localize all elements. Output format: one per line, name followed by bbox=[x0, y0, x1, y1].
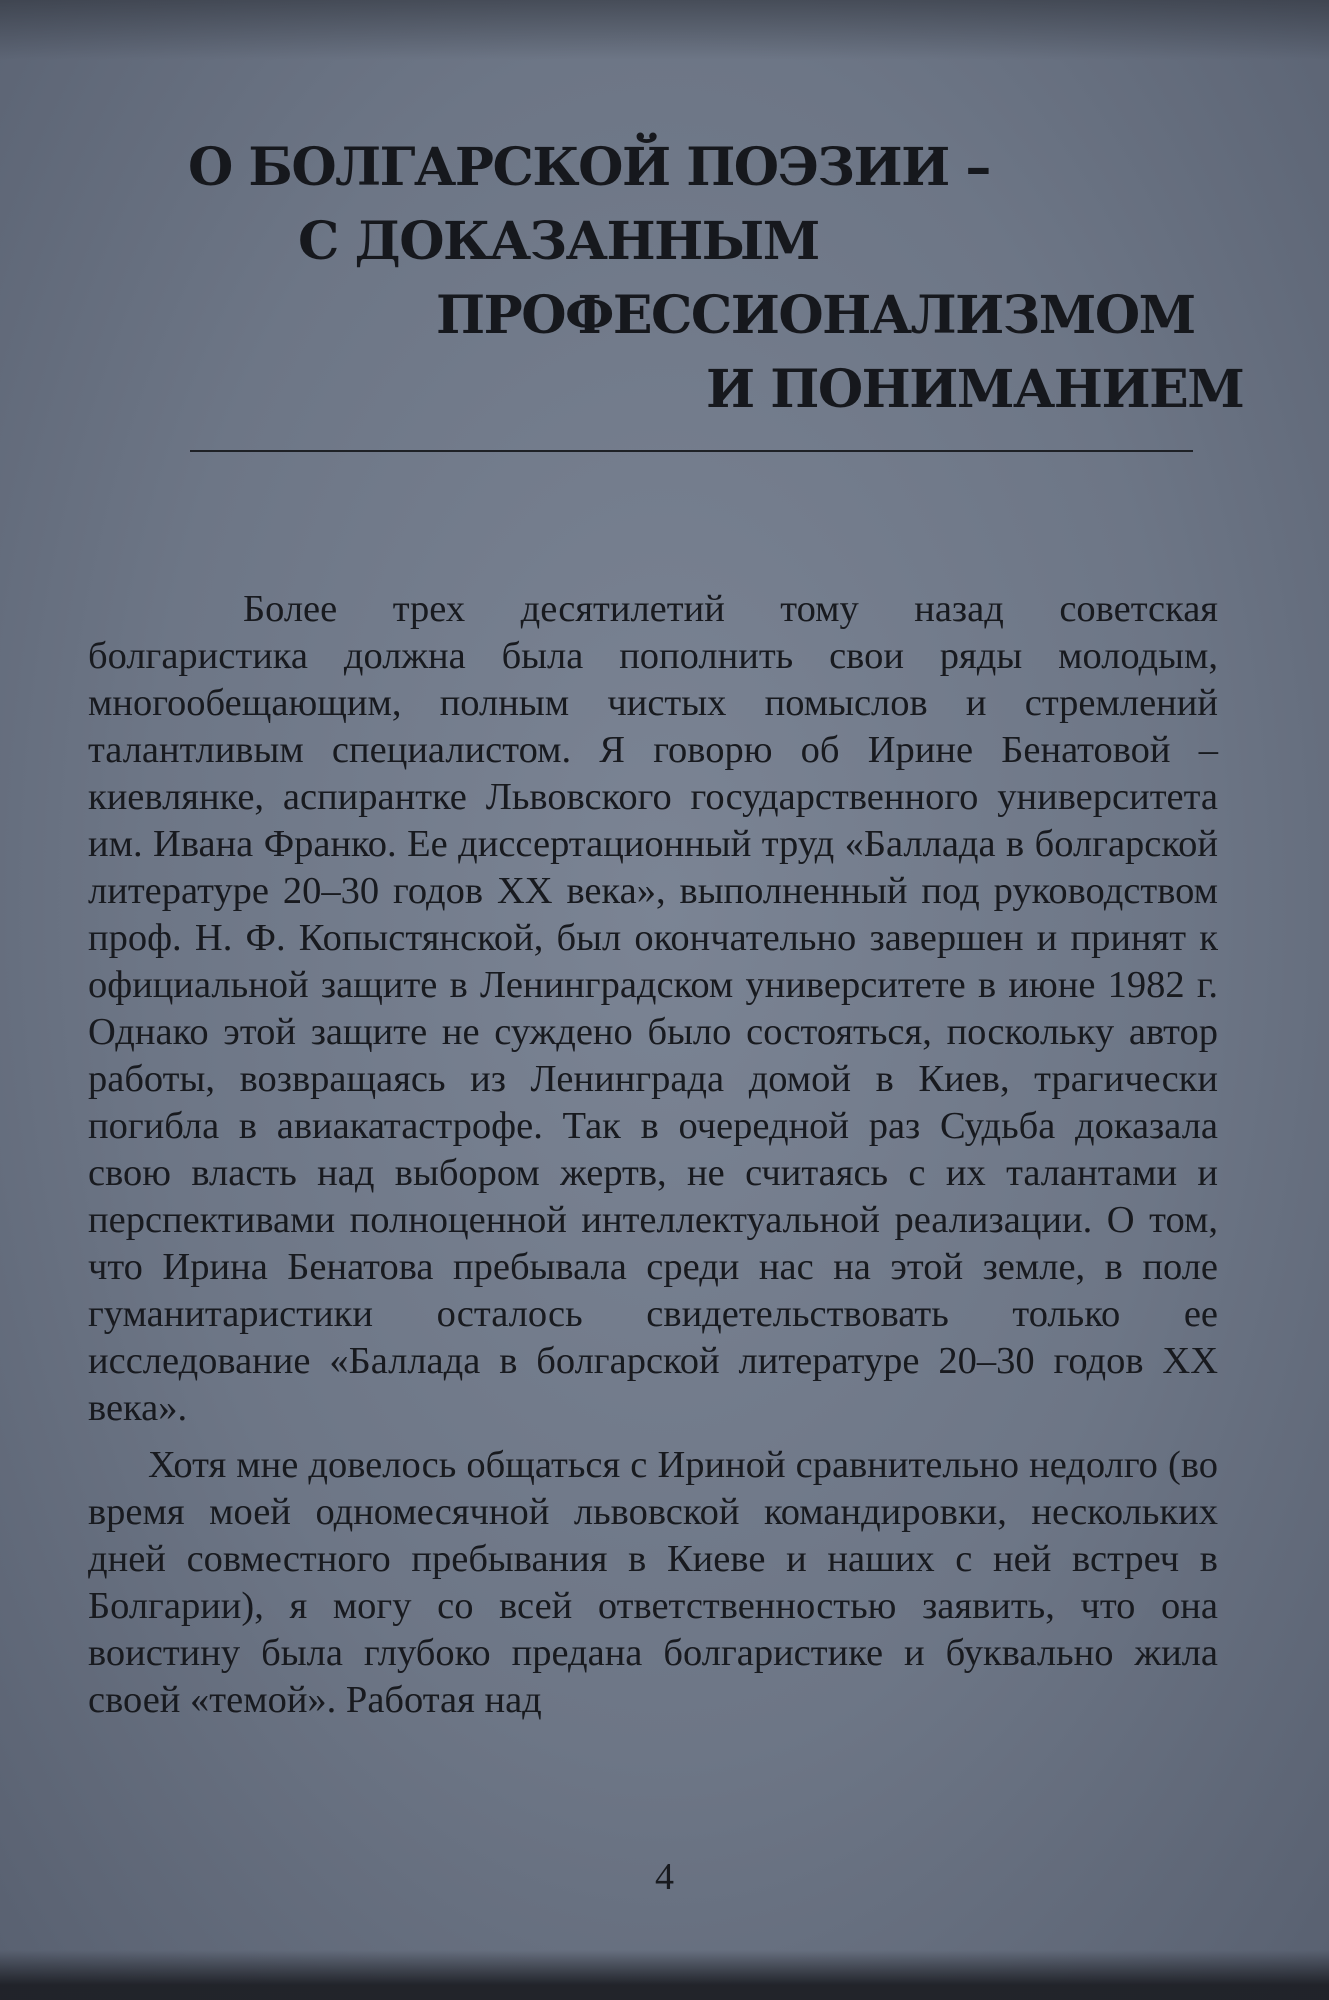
previous-page-bleed bbox=[0, 0, 1329, 60]
page-number: 4 bbox=[655, 1856, 674, 1898]
paragraph-1: Более трех десятилетий тому назад советская болгаристика должна была пополнить свои ряды молодым, многообещающим, полным чистых помыслов и стремлений талантливым специалистом. Я говорю об Ирине Бенатовой – киевлянке, аспирантке Львовского государственного университета им. Ивана Франко. Ее диссертационный труд «Баллада в болгарской литературе 20–30 годов XX века», выполненный под руководством проф. Н. Ф. Копыстянской, был окончательно завершен и принят к официальной защите в Ленинградском университете в июне 1982 г. Однако этой защите не суждено было состояться, поскольку автор работы, возвращаясь из Ленинграда домой в Киев, трагически погибла в авиакатастрофе. Так в очередной раз Судьба доказала свою власть над выбором жертв, не считаясь с их талантами и перспективами полноценной интеллектуальной реализации. О том, что Ирина Бенатова пребывала среди нас на этой земле, в поле гуманитаристики осталось свидетельствовать только ее исследование «Баллада в болгарской литературе 20–30 годов XX века». bbox=[88, 588, 1218, 1429]
paragraph-2: Хотя мне довелось общаться с Ириной сравнительно недолго (во время моей одномесячной львовской командировки, нескольких дней совместного пребывания в Киеве и наших с ней встреч в Болгарии), я могу со всей ответственностью заявить, что она воистину была глубоко предана болгаристике и буквально жила своей «темой». Работая над bbox=[88, 1444, 1218, 1721]
chapter-title-line-3: ПРОФЕССИОНАЛИЗМОМ bbox=[436, 285, 1195, 346]
page-bottom-edge bbox=[0, 1950, 1329, 2000]
chapter-title-line-2: С ДОКАЗАННЫМ bbox=[298, 211, 819, 272]
title-divider bbox=[190, 450, 1193, 452]
chapter-title-line-4: И ПОНИМАНИЕМ bbox=[706, 359, 1244, 420]
chapter-title-line-1: О БОЛГАРСКОЙ ПОЭЗИИ – bbox=[188, 137, 990, 198]
body-text bbox=[88, 586, 1218, 1724]
